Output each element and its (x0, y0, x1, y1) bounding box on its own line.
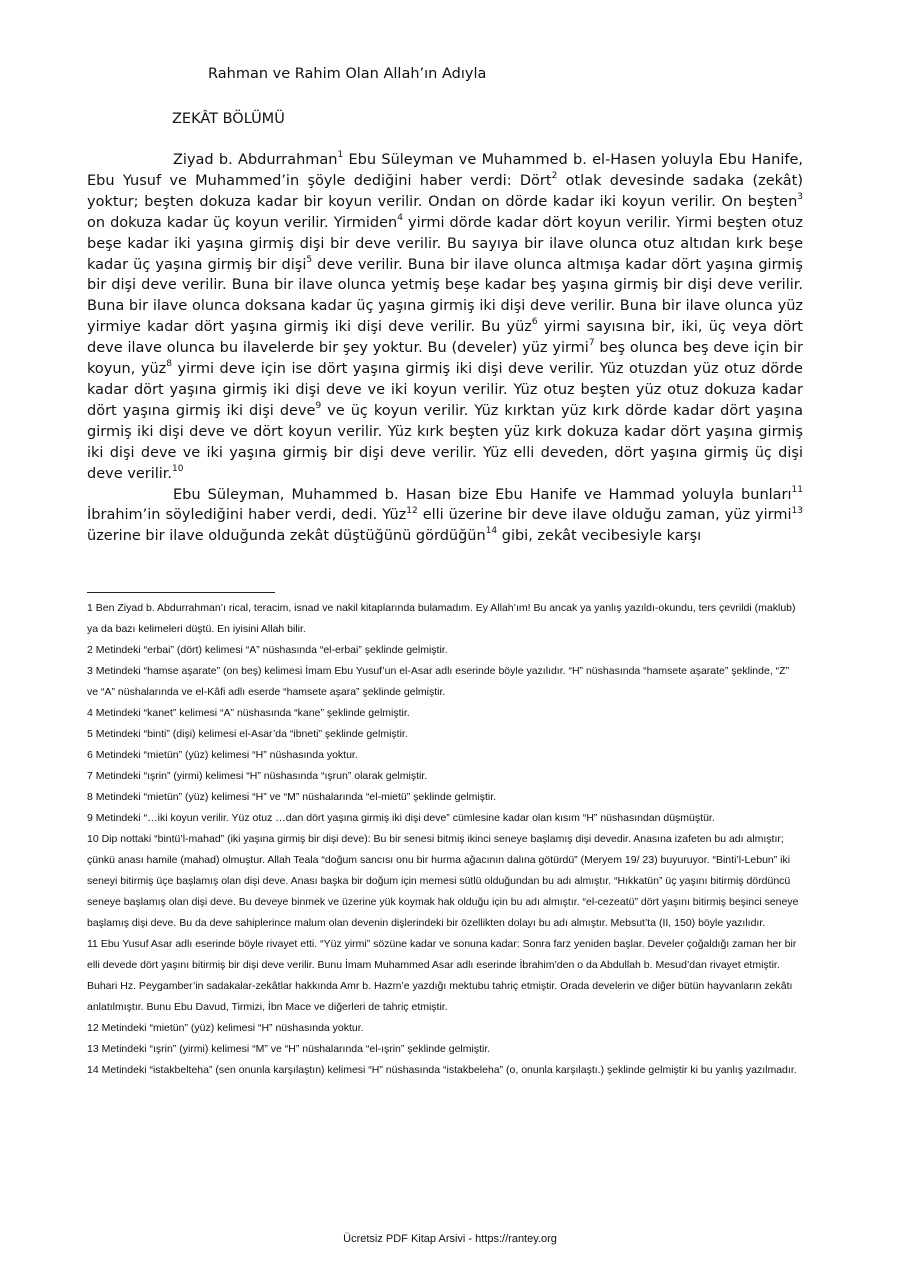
footnote: 9 Metindeki “…iki koyun verilir. Yüz otuz …dan dört yaşına girmiş iki dişi deve” cümlesine kadar olan kısım “H” nüshasından düşmüştür. (87, 812, 715, 824)
footnotes (87, 598, 803, 1081)
page-footer: Ücretsiz PDF Kitap Arsivi - https://rantey.org (343, 1233, 557, 1245)
text-segment: elli üzerine bir deve ilave olduğu zaman, yüz yirmi (417, 507, 792, 524)
footnote-ref[interactable]: 2 (551, 171, 558, 182)
text-segment: beş olunca beş deve için bir koyun, yüz (87, 340, 803, 378)
footnote: 14 Metindeki “istakbelteha” (sen onunla karşılaştın) kelimesi “H” nüshasında “istakbeleha” (o, onunla karşılaştı.) şeklinde gelmiştir ki bu yanlış yazılmadır. (87, 1064, 797, 1076)
footnote-ref[interactable]: 14 (485, 526, 498, 537)
text-segment: deve verilir. Buna bir ilave olunca altmışa kadar dört yaşına girmiş bir dişi deve verilir. Buna bir ilave olunca yetmiş beşe kadar beş yaşına girmiş bir dişi deve verilir. Buna bir ilave olunca doksana kadar üç yaşına girmiş iki dişi deve verilir. Buna bir ilave olunca yüz yirmiye kadar dört yaşına girmiş iki dişi deve verilir. Bu yüz (87, 256, 803, 336)
footnote: 8 Metindeki “mietün” (yüz) kelimesi “H” ve “M” nüshalarında “el-mietü” şeklinde gelmiştir. (87, 791, 497, 803)
footnote: 1 Ben Ziyad b. Abdurrahman’ı rical, teracim, isnad ve nakil kitaplarında bulamadım. Ey Allah’ım! Bu ancak ya yanlış yazıldı-okundu, ters çevrildi (maklub) ya da bazı kelimeleri düştü. En iyisini Allah bilir. (87, 602, 796, 635)
footnote-ref[interactable]: 13 (791, 505, 803, 516)
text-segment: Ziyad b. Abdurrahman (173, 152, 338, 168)
footnote-ref[interactable]: 6 (531, 317, 538, 328)
footnote-ref[interactable]: 8 (166, 359, 172, 370)
basmala-heading: Rahman ve Rahim Olan Allah’ın Adıyla (208, 66, 487, 82)
text-segment: Ebu Süleyman ve Muhammed b. el-Hasen yoluyla Ebu Hanife, Ebu Yusuf ve Muhammed’in şöyle dediğini haber verdi: Dört (87, 152, 803, 189)
footnote-ref[interactable]: 9 (315, 401, 322, 412)
text-segment: on dokuza kadar üç koyun verilir. Yirmiden (87, 214, 398, 231)
footnote: 3 Metindeki “hamse aşarate” (on beş) kelimesi İmam Ebu Yusuf’un el-Asar adlı eserinde böyle yazılıdır. “H” nüshasında “hamsete aşarate” şeklinde, “Z” ve “A” nüshalarında ve el-Kâfi adlı eserde “hamsete aşara” şeklinde gelmiştir. (87, 665, 790, 698)
text-segment: üzerine bir ilave olduğunda zekât düştüğünü gördüğün (87, 528, 486, 545)
footnote-ref[interactable]: 7 (588, 338, 595, 349)
text-segment: yirmi dörde kadar dört koyun verilir. Yirmi beşten otuz beşe kadar iki yaşına girmiş dişi bir deve verilir. Bu sayıya bir ilave olunca otuz altıdan kırk beşe kadar üç yaşına girmiş bir dişi (87, 214, 803, 273)
footnote-ref[interactable]: 5 (306, 254, 313, 265)
footnote-ref[interactable]: 10 (172, 463, 184, 474)
footnote: 2 Metindeki “erbai” (dört) kelimesi “A” nüshasında “el-erbai” şeklinde gelmiştir. (87, 644, 448, 656)
footnote-ref[interactable]: 12 (406, 505, 418, 516)
text-segment: ve üç koyun verilir. Yüz kırktan yüz kırk dörde kadar dört yaşına girmiş iki dişi deve ve dört koyun verilir. Yüz kırk beşten yüz kırk dokuza kadar dört yaşına girmiş iki dişi deve ve iki yaşına girmiş bir dişi deve verilir. Yüz elli deveden, dört yaşına girmiş üç dişi deve verilir. (87, 402, 804, 482)
main-text (87, 150, 803, 547)
footnote: 10 Dip nottaki “bintü’l-mahad” (iki yaşına girmiş bir dişi deve): Bu bir senesi bitmiş ikinci seneye başlamış dişi devedir. Anasına izafeten bu adı almıştır; çünkü anası hamile (mahad) olmuştur. Allah Teala “doğum sancısı onu bir hurma ağacının dalına götürdü” (Meryem 19/ 23) buyuruyor. “Binti’l-Lebun” iki seneyi bitirmiş üçe başlamış olan dişi deve. Anası başka bir doğum için memesi sütlü olduğundan bu adı almıştır. “Hıkkatün” üç yaşını bitirmiş dördüncü seneye başlamış olan dişi deve. Bu deveye binmek ve üzerine yük koymak hak olduğu için bu adı almıştır. “el-cezeatü” dört yaşını bitirmiş beşinci seneye başlamış dişi deve. Bu da deve sahiplerince malum olan devenin dişlerindeki bir özellikten dolayı bu adı almıştır. Mebsut’ta (II, 150) böyle yazılıdır. (87, 833, 799, 929)
footnote: 7 Metindeki “ışrin” (yirmi) kelimesi “H” nüshasında “ışrun” olarak gelmiştir. (87, 770, 428, 782)
footnote: 6 Metindeki “mietün” (yüz) kelimesi “H” nüshasında yoktur. (87, 749, 358, 761)
text-segment: gibi, zekât vecibesiyle karşı (497, 528, 702, 545)
text-segment: Ebu Süleyman, Muhammed b. Hasan bize Ebu Hanife ve Hammad yoluyla bunları (173, 486, 792, 503)
footnote-ref[interactable]: 4 (397, 212, 403, 223)
footnote-ref[interactable]: 1 (337, 150, 344, 161)
text-segment: otlak devesinde sadaka (zekât) yoktur; beşten dokuza kadar bir koyun verilir. Ondan on dörde kadar iki koyun verilir. On beşten (87, 172, 804, 210)
text-segment: İbrahim’in söylediğini haber verdi, dedi. Yüz (87, 507, 407, 524)
footnote: 11 Ebu Yusuf Asar adlı eserinde böyle rivayet etti. “Yüz yirmi” sözüne kadar ve sonuna kadar: Sonra farz yeniden başlar. Develer çoğaldığı zaman her bir elli devede dört yaşını bitirmiş bir dişi deve verilir. Bunu İmam Muhammed Asar adlı eserinde İbrahim’den o da Abdullah b. Mesud’dan rivayet etmiştir. Buhari Hz. Peygamber’in sadakalar-zekâtlar hakkında Amr b. Hazm’e yazdığı mektubu tahriç etmiştir. Orada develerin ve diğer bütün hayvanların zekâtı anlatılmıştır. Bunu Ebu Davud, Tirmizi, İbn Mace ve diğerleri de tahriç etmiştir. (87, 938, 797, 1013)
paragraph (87, 150, 803, 485)
section-title: ZEKÂT BÖLÜMÜ (172, 111, 285, 127)
paragraph (87, 485, 803, 548)
text-segment: yirmi deve için ise dört yaşına girmiş iki dişi deve verilir. Yüz otuzdan yüz otuz dörde kadar dört yaşına girmiş iki dişi deve ve iki koyun verilir. Yüz otuz beşten yüz otuz dokuza kadar dört yaşına girmiş iki dişi deve (87, 361, 803, 419)
footnote: 12 Metindeki “mietün” (yüz) kelimesi “H” nüshasında yoktur. (87, 1022, 364, 1034)
footnote: 4 Metindeki “kanet” kelimesi “A” nüshasında “kane” şeklinde gelmiştir. (87, 707, 410, 719)
footnote: 5 Metindeki “binti” (dişi) kelimesi el-Asar’da “ibneti” şeklinde gelmiştir. (87, 728, 408, 740)
text-segment: yirmi sayısına bir, iki, üç veya dört deve ilave olunca bu ilavelerde bir şey yoktur. Bu (develer) yüz yirmi (87, 319, 803, 357)
footnote-divider (87, 592, 275, 593)
footnote-ref[interactable]: 3 (797, 191, 803, 202)
footnote: 13 Metindeki “ışrin” (yirmi) kelimesi “M” ve “H” nüshalarında “el-ışrin” şeklinde gelmiştir. (87, 1043, 491, 1055)
footnote-ref[interactable]: 11 (791, 484, 803, 495)
